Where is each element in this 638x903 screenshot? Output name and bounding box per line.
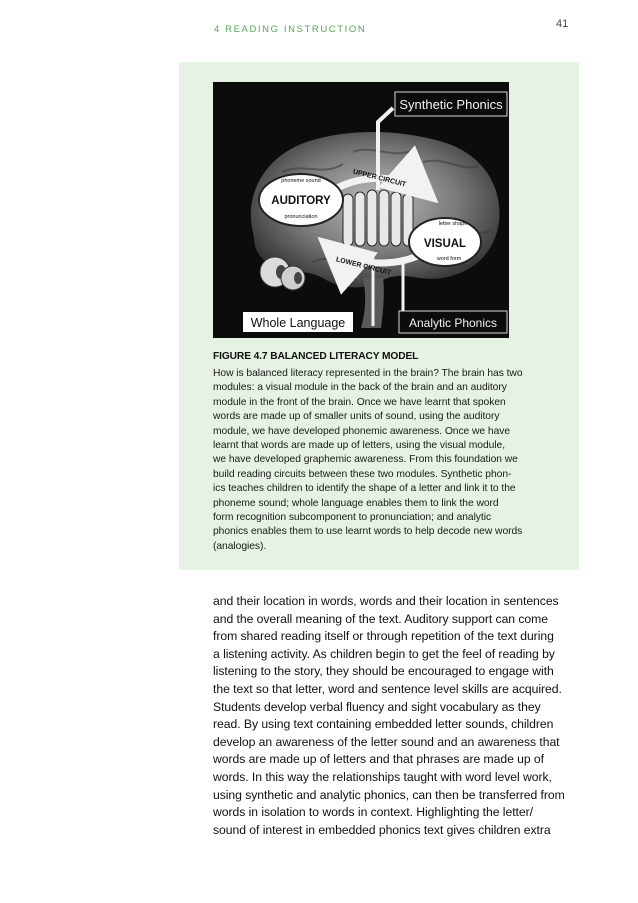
body-line: words are made up of letters and that phrases are made up of xyxy=(213,752,544,767)
whole-language-label: Whole Language xyxy=(250,316,346,330)
visual-label: VISUAL xyxy=(423,238,467,250)
caption-line: form recognition subcomponent to pronunciation; and analytic xyxy=(213,512,492,524)
body-line: read. By using text containing embedded letter sounds, children xyxy=(213,717,554,732)
body-text xyxy=(213,593,575,839)
caption-line: words are made up of smaller units of sound, using the auditory xyxy=(213,411,500,423)
phoneme-sound-label: phoneme sound xyxy=(281,178,321,184)
caption-line: we have developed graphemic awareness. From this foundation we xyxy=(213,454,518,466)
caption-line: module in the front of the brain. Once we have learnt that spoken xyxy=(213,396,506,408)
upper-circuit-label: UPPER CIRCUIT xyxy=(352,168,407,189)
caption-line: learnt that words are made up of letters, using the visual module, xyxy=(213,440,506,452)
auditory-label: AUDITORY xyxy=(271,195,331,207)
caption-line: modules: a visual module in the back of the brain and an auditory xyxy=(213,382,507,394)
letter-shape-label: letter shape xyxy=(438,221,468,227)
body-line: develop an awareness of the letter sound and an awareness that xyxy=(213,734,560,749)
figure-title: FIGURE 4.7 BALANCED LITERACY MODEL xyxy=(213,351,419,362)
caption-line: module, we have developed phonemic awareness. Once we have xyxy=(213,425,511,437)
caption-line: build reading circuits between these two modules. Synthetic phon- xyxy=(213,468,512,480)
body-line: from shared reading itself or through repetition of the text during xyxy=(213,629,554,644)
body-line: and their location in words, words and their location in sentences xyxy=(213,594,559,608)
figure-image xyxy=(213,82,509,338)
caption-line: phonics enables them to use learnt words to help decode new words xyxy=(213,526,523,538)
body-line: listening to the story, they should be encouraged to engage with xyxy=(213,664,554,679)
synthetic-phonics-label: Synthetic Phonics xyxy=(399,97,503,112)
body-line: Students develop verbal fluency and sight vocabulary as they xyxy=(213,699,541,714)
body-line: a listening activity. As children begin to get the feel of reading by xyxy=(213,646,555,661)
lower-circuit-label: LOWER CIRCUIT xyxy=(335,256,392,277)
figure-caption xyxy=(213,367,558,554)
analytic-phonics-label: Analytic Phonics xyxy=(408,316,498,330)
body-line: sound of interest in embedded phonics text gives children extra xyxy=(213,822,551,837)
caption-line: (analogies). xyxy=(213,540,267,552)
body-line: and the overall meaning of the text. Auditory support can come xyxy=(213,611,548,626)
word-form-label: word form xyxy=(436,256,462,262)
page-number: 41 xyxy=(556,18,569,30)
body-line: using synthetic and analytic phonics, can then be transferred from xyxy=(213,787,565,802)
brain-diagram xyxy=(213,82,509,338)
caption-line: phoneme sound; whole language enables them to link the word xyxy=(213,497,499,509)
body-line: words in isolation to words in context. Highlighting the letter/ xyxy=(213,805,533,820)
caption-line: ics teaches children to identify the shape of a letter and link it to the xyxy=(213,483,516,495)
running-header: 4 READING INSTRUCTION xyxy=(214,24,367,35)
body-line: the text so that letter, word and sentence level skills are acquired. xyxy=(213,681,562,696)
caption-line: How is balanced literacy represented in the brain? The brain has two xyxy=(213,368,523,379)
pronunciation-label: pronunciation xyxy=(284,214,318,220)
body-line: words. In this way the relationships taught with word level work, xyxy=(213,769,552,784)
